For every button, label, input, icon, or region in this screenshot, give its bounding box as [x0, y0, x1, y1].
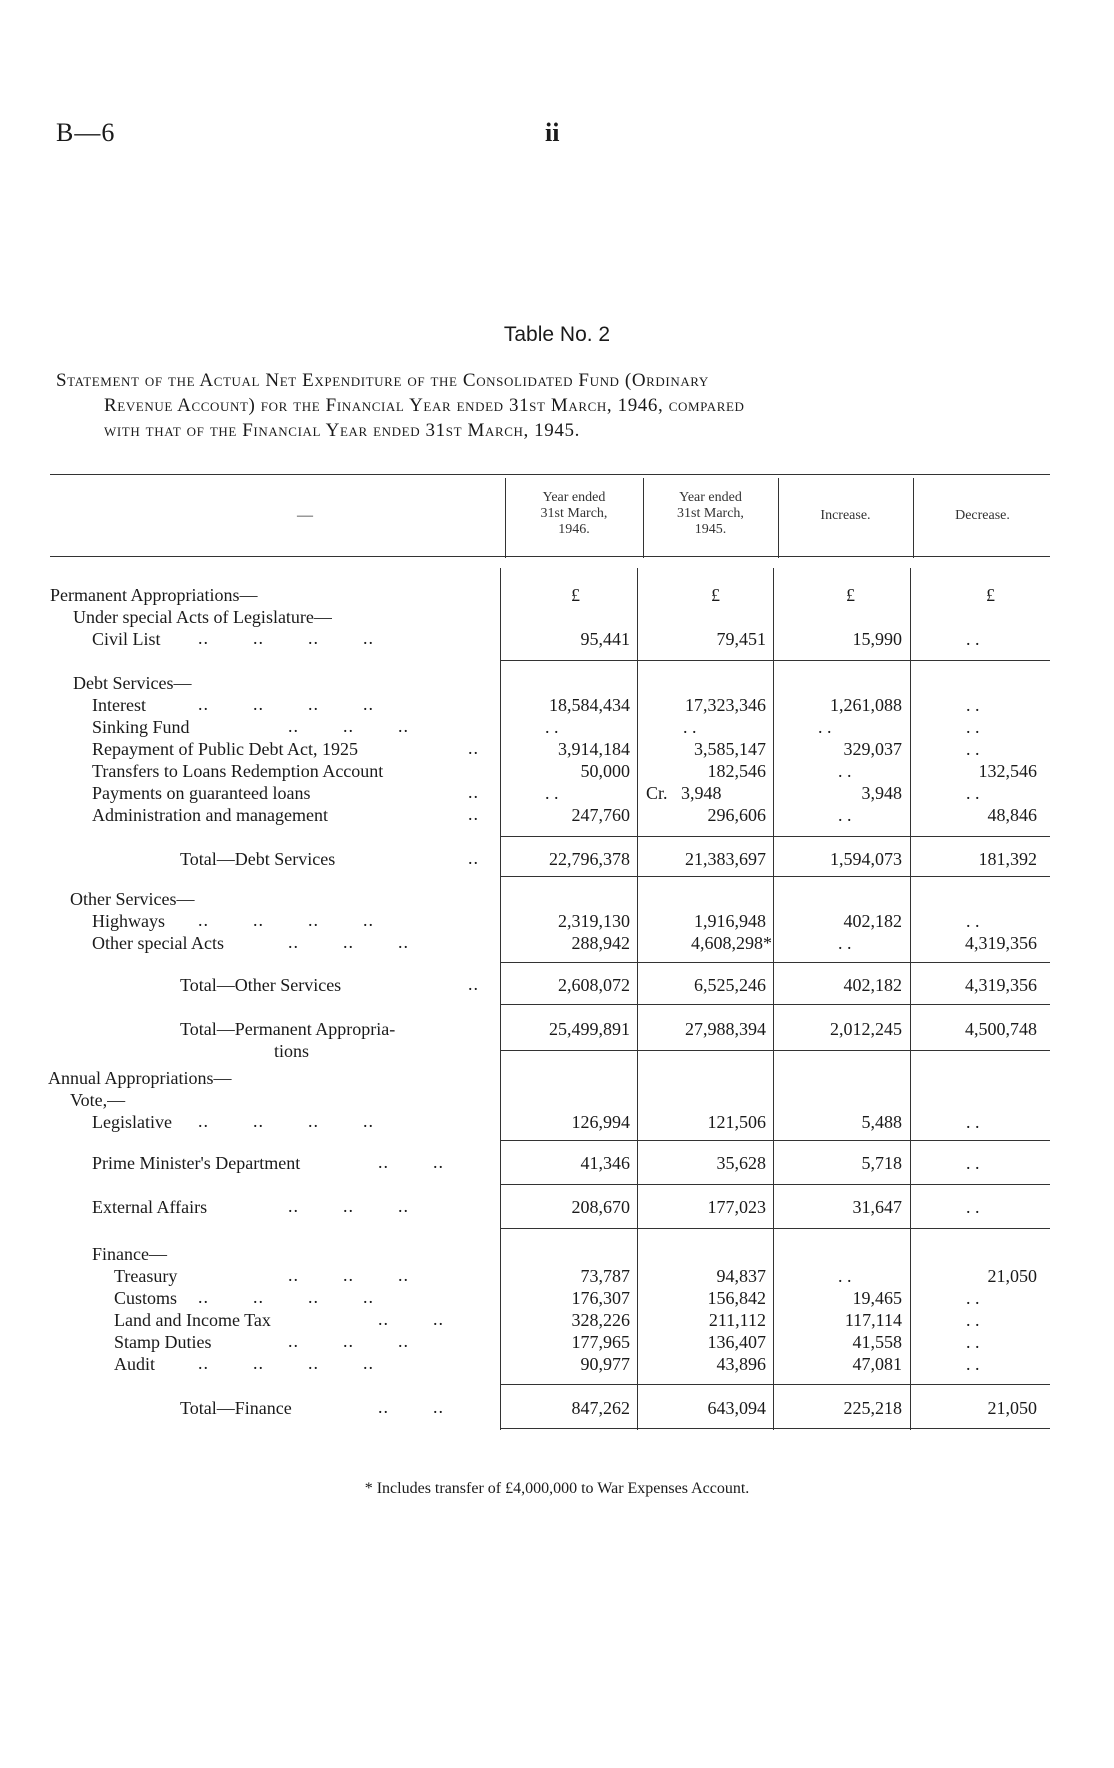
- currency-symbol: £: [571, 585, 580, 605]
- value-increase: 402,182: [843, 975, 902, 995]
- header-decrease: Decrease.: [955, 508, 1010, 523]
- row-label: Other special Acts: [92, 933, 224, 953]
- row-label: Transfers to Loans Redemption Account: [92, 761, 384, 781]
- leader-dots: .. .. .. ..: [198, 694, 374, 714]
- value-increase: 402,182: [843, 911, 902, 931]
- leader-dots: .. .. .. ..: [198, 1287, 374, 1307]
- value-increase: 1,594,073: [830, 849, 902, 869]
- leader-dots: .. .. ..: [288, 1265, 409, 1285]
- value-decrease: . .: [966, 717, 980, 737]
- value-1945: 211,112: [708, 1310, 766, 1330]
- value-1945: 296,606: [707, 805, 766, 825]
- header-line: 1946.: [558, 522, 590, 537]
- header-line: Year ended: [679, 490, 742, 505]
- leader-dots: .. .. .. ..: [198, 1353, 374, 1373]
- value-1945: 156,842: [707, 1288, 766, 1308]
- footnote: * Includes transfer of £4,000,000 to War Expenses Account.: [364, 1480, 750, 1497]
- value-1945: . .: [683, 717, 697, 737]
- value-decrease: . .: [966, 1354, 980, 1374]
- value-1945: 121,506: [707, 1112, 766, 1132]
- value-increase: 41,558: [852, 1332, 902, 1352]
- header-line: 1945.: [694, 522, 727, 537]
- value-1945: 643,094: [707, 1398, 766, 1418]
- row-rule: [500, 962, 1050, 963]
- table-top-rule: [50, 474, 1050, 475]
- value-1945: 17,323,346: [685, 695, 766, 715]
- row-label: Payments on guaranteed loans: [92, 783, 311, 803]
- currency-symbol: £: [986, 585, 995, 605]
- leader-dots: .. ..: [378, 1152, 444, 1172]
- value-decrease: . .: [966, 1332, 980, 1352]
- row-label: Legislative: [92, 1112, 172, 1132]
- row-label: Total—Finance: [180, 1398, 292, 1418]
- value-increase: 31,647: [852, 1197, 902, 1217]
- value-1945: 4,608,298*: [691, 933, 772, 953]
- leader-dots: .. .. ..: [288, 932, 409, 952]
- row-label: Interest: [92, 695, 146, 715]
- column-divider: [778, 478, 779, 558]
- leader-dots: .. ..: [378, 1309, 444, 1329]
- value-increase: 1,261,088: [830, 695, 902, 715]
- value-decrease: 4,319,356: [965, 933, 1037, 953]
- row-label: Land and Income Tax: [114, 1310, 271, 1330]
- value-1945: 3,585,147: [694, 739, 766, 759]
- column-divider: [500, 568, 501, 1430]
- value-1946: 90,977: [580, 1354, 630, 1374]
- row-label: Stamp Duties: [114, 1332, 212, 1352]
- header-bottom-rule: [50, 556, 1050, 557]
- value-1946: 41,346: [580, 1153, 630, 1173]
- column-divider: [910, 568, 911, 1430]
- section-label: Annual Appropriations—: [48, 1068, 232, 1088]
- value-1945: 94,837: [716, 1266, 766, 1286]
- column-divider: [643, 478, 644, 558]
- row-label: Total—Debt Services: [180, 849, 336, 869]
- header-increase: Increase.: [820, 508, 871, 523]
- row-label: Sinking Fund: [92, 717, 190, 737]
- row-rule: [500, 1184, 1050, 1185]
- value-increase: 3,948: [861, 783, 902, 803]
- row-rule: [500, 1050, 1050, 1051]
- value-1946: 126,994: [571, 1112, 630, 1132]
- value-decrease: 48,846: [987, 805, 1037, 825]
- value-increase: 5,488: [861, 1112, 902, 1132]
- value-1946: 328,226: [571, 1310, 630, 1330]
- row-label: Customs: [114, 1288, 178, 1308]
- value-increase: 225,218: [843, 1398, 902, 1418]
- value-1946: 2,319,130: [558, 911, 630, 931]
- section-label: Permanent Appropriations—: [50, 585, 258, 605]
- section-label: Debt Services—: [73, 673, 192, 693]
- row-label: Civil List: [92, 629, 161, 649]
- value-increase: . .: [838, 805, 852, 825]
- row-rule: [500, 1228, 1050, 1229]
- value-increase: 19,465: [852, 1288, 902, 1308]
- header-stub: —: [297, 507, 313, 524]
- row-rule: [500, 1384, 1050, 1385]
- value-1946: 50,000: [580, 761, 630, 781]
- value-increase: . .: [838, 933, 852, 953]
- table-heading: [56, 368, 1046, 443]
- row-label: Repayment of Public Debt Act, 1925: [92, 739, 358, 759]
- header-year-1946: [507, 490, 641, 538]
- value-increase: 47,081: [852, 1354, 902, 1374]
- value-1946: 18,584,434: [549, 695, 630, 715]
- value-1945: 21,383,697: [685, 849, 766, 869]
- header-year-1945: [645, 490, 776, 538]
- leader-dots: .. .. .. ..: [198, 628, 374, 648]
- row-rule: [500, 1140, 1050, 1141]
- leader-dots: ..: [468, 804, 479, 824]
- column-divider: [913, 478, 914, 558]
- leader-dots: .. .. ..: [288, 1196, 409, 1216]
- value-decrease: 181,392: [978, 849, 1037, 869]
- currency-symbol: £: [846, 585, 855, 605]
- leader-dots: ..: [468, 738, 479, 758]
- value-1945: 43,896: [716, 1354, 766, 1374]
- value-1945: 136,407: [707, 1332, 766, 1352]
- value-decrease: . .: [966, 1153, 980, 1173]
- value-increase: . .: [838, 761, 852, 781]
- leader-dots: .. ..: [378, 1397, 444, 1417]
- value-1946: 176,307: [571, 1288, 630, 1308]
- header-line: Year ended: [542, 490, 606, 505]
- row-label: Total—Other Services: [180, 975, 342, 995]
- currency-symbol: £: [711, 585, 720, 605]
- header-line: 31st March,: [677, 506, 744, 521]
- value-1945: Cr. 3,948: [646, 783, 722, 803]
- value-1946: 288,942: [571, 933, 630, 953]
- value-increase: . .: [838, 1266, 852, 1286]
- value-1946: 22,796,378: [549, 849, 630, 869]
- value-decrease: . .: [966, 739, 980, 759]
- leader-dots: ..: [468, 848, 479, 868]
- value-1946: 95,441: [580, 629, 630, 649]
- column-divider: [773, 568, 774, 1430]
- heading-line-2: Revenue Account) for the Financial Year ended 31st March, 1946, compared: [104, 395, 745, 416]
- row-rule: [500, 836, 1050, 837]
- column-divider: [505, 478, 506, 558]
- section-label: Other Services—: [70, 889, 195, 909]
- row-label: External Affairs: [92, 1197, 208, 1217]
- row-rule: [500, 1004, 1050, 1005]
- value-increase: 117,114: [844, 1310, 902, 1330]
- leader-dots: .. .. .. ..: [198, 910, 374, 930]
- value-1945: 177,023: [707, 1197, 766, 1217]
- value-decrease: . .: [966, 1310, 980, 1330]
- value-1946: 2,608,072: [558, 975, 630, 995]
- value-increase: 5,718: [861, 1153, 902, 1173]
- value-1945: 182,546: [707, 761, 766, 781]
- leader-dots: ..: [468, 974, 479, 994]
- value-increase: 329,037: [843, 739, 902, 759]
- value-1946: 25,499,891: [549, 1019, 630, 1039]
- row-rule: [500, 660, 1050, 661]
- value-1945: 6,525,246: [694, 975, 766, 995]
- value-decrease: 21,050: [987, 1266, 1037, 1286]
- table-title: Table No. 2: [503, 323, 611, 346]
- leader-dots: ..: [468, 782, 479, 802]
- value-1946: 73,787: [580, 1266, 630, 1286]
- page-number: ii: [545, 118, 560, 147]
- row-label-continued: tions: [274, 1041, 310, 1061]
- leader-dots: .. .. .. ..: [198, 1111, 374, 1131]
- header-line: 31st March,: [540, 506, 608, 521]
- heading-line-1: Statement of the Actual Net Expenditure of the Consolidated Fund (Ordinary: [56, 370, 709, 391]
- row-label: Audit: [114, 1354, 156, 1374]
- value-1945: 1,916,948: [694, 911, 766, 931]
- value-decrease: 4,319,356: [965, 975, 1037, 995]
- row-label: Treasury: [114, 1266, 178, 1286]
- section-label: Under special Acts of Legislature—: [73, 607, 332, 627]
- value-1945: 35,628: [716, 1153, 766, 1173]
- value-decrease: . .: [966, 629, 980, 649]
- row-label: Total—Permanent Appropria-: [180, 1019, 396, 1039]
- value-decrease: . .: [966, 783, 980, 803]
- row-label: Administration and management: [92, 805, 328, 825]
- value-1946: 847,262: [571, 1398, 630, 1418]
- value-1946: . .: [545, 717, 559, 737]
- value-increase: 2,012,245: [830, 1019, 902, 1039]
- table-bottom-rule: [500, 1428, 1050, 1429]
- value-1946: 208,670: [571, 1197, 630, 1217]
- value-decrease: . .: [966, 695, 980, 715]
- value-1946: 3,914,184: [558, 739, 630, 759]
- value-decrease: 21,050: [987, 1398, 1037, 1418]
- value-decrease: . .: [966, 1288, 980, 1308]
- value-1946: 247,760: [571, 805, 630, 825]
- section-label: Vote,—: [70, 1090, 126, 1110]
- leader-dots: .. .. ..: [288, 716, 409, 736]
- value-decrease: . .: [966, 1197, 980, 1217]
- value-1945: 79,451: [716, 629, 766, 649]
- value-decrease: . .: [966, 1112, 980, 1132]
- value-1946: 177,965: [571, 1332, 630, 1352]
- row-label: Prime Minister's Department: [92, 1153, 301, 1173]
- row-rule: [500, 876, 1050, 877]
- section-label: Finance—: [92, 1244, 167, 1264]
- value-decrease: 4,500,748: [965, 1019, 1037, 1039]
- column-divider: [637, 568, 638, 1430]
- value-increase: 15,990: [852, 629, 902, 649]
- leader-dots: .. .. ..: [288, 1331, 409, 1351]
- page-reference: B—6: [56, 118, 116, 147]
- value-increase: . .: [818, 717, 832, 737]
- row-label: Highways: [92, 911, 165, 931]
- value-decrease: . .: [966, 911, 980, 931]
- heading-line-3: with that of the Financial Year ended 31st March, 1945.: [104, 420, 580, 441]
- value-1945: 27,988,394: [685, 1019, 766, 1039]
- value-1946: . .: [545, 783, 559, 803]
- value-decrease: 132,546: [978, 761, 1037, 781]
